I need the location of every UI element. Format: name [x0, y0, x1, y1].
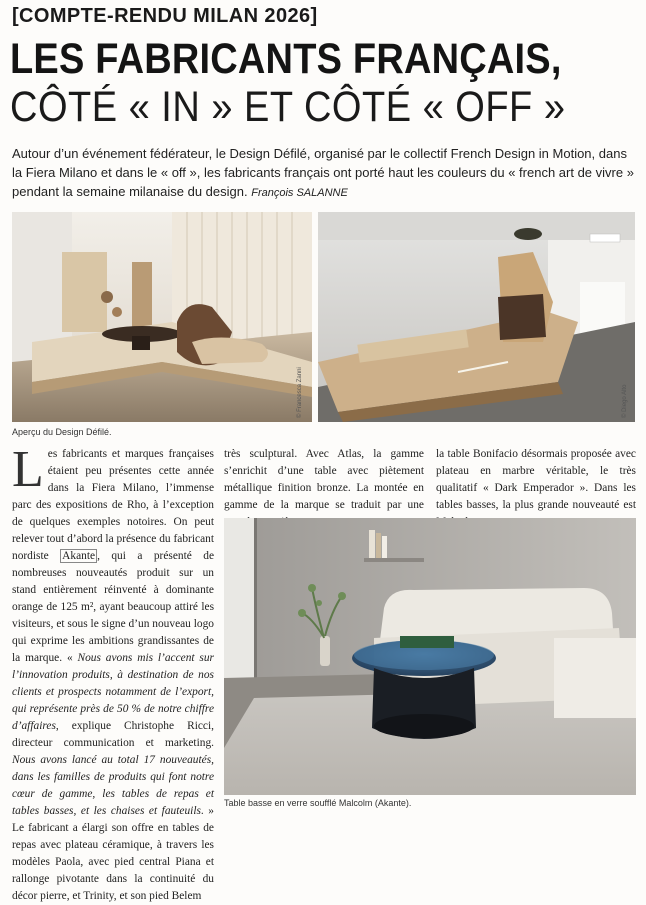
col1-text-a: es fabricants et marques françaises étaient peu présentes cette année dans la Fiera Milano, l’immense parc des expositions de Rho, à l’exception de quelques exemples notoires. On peut relever tout d’abord la présence du fabricant nordiste — [12, 448, 214, 562]
col2-text: très sculptural. Avec Atlas, la gamme s’enrichit d’une table avec piètement métallique finition bronze. La montée en gamme de la marque se traduit par une — [224, 448, 424, 511]
design-defile-photo-right — [318, 212, 635, 422]
headline-line-1: LES FABRICANTS FRANÇAIS, — [10, 36, 562, 84]
brand-akante: Akante — [62, 550, 96, 562]
bottom-photo-caption: Table basse en verre soufflé Malcolm (Akante). — [224, 798, 412, 808]
top-photo-caption: Aperçu du Design Défilé. — [12, 427, 112, 437]
photo-left-credit: © Francesca Zanni — [297, 367, 303, 418]
headline-line-2: CÔTÉ « IN » ET CÔTÉ « OFF » — [10, 84, 566, 132]
article-column-1 — [12, 441, 215, 905]
col1-text-b: , qui a présenté de nombreuses nouveautés produit sur un stand entièrement réinventé à dominante orange de 125 m², ayant beaucoup attiré les visiteurs, et sous le signe d’un nouveau logo qui exprime les ambitions grandissantes de la marque. « — [12, 550, 214, 664]
section-kicker: [COMPTE-RENDU MILAN 2026] — [12, 5, 318, 27]
drop-cap: L — [12, 441, 44, 498]
col1-text-c: , explique Christophe Ricci, directeur communication et marketing. — [12, 720, 214, 749]
author-byline: François SALANNE — [251, 187, 348, 199]
quote-2: Nous avons lancé au total 17 nouveautés, dans les familles de produits qui font notre cœur de gamme, les tables de repas et tables basses, et les chaises et fauteuils — [12, 754, 214, 817]
design-defile-photo-left — [12, 212, 312, 422]
quote-1: Nous avons mis l’accent sur l’innovation produits, à destination de nos clients et prospects notamment de l’export, qui représente près de 50 % de notre chiffre d’affaires — [12, 652, 214, 732]
col3-text: la table Bonifacio désormais proposée avec plateau en marbre véritable, le très qualitatif « Dark Emperador ». Dans les tables basses, la plus grande nouveauté est — [436, 448, 636, 511]
malcolm-table-photo — [224, 518, 636, 795]
col1-text-d: . » Le fabricant a élargi son offre en tables de repas avec plateau céramique, à travers les modèles Paola, avec pied central Piana et rallonge pivotante dans la continuité du décor pierre, et Trinity, et son pied Belem — [12, 805, 215, 902]
lede-paragraph — [12, 144, 636, 203]
photo-right-credit: © Diego Alto — [622, 384, 628, 418]
lede-text: Autour d’un événement fédérateur, le Design Défilé, organisé par le collectif French Design in Motion, dans la Fiera Milano et dans le « off », les fabricants français ont porté haut les couleurs du « french art de vivre » pendant la semaine milanaise du design. — [12, 146, 634, 199]
